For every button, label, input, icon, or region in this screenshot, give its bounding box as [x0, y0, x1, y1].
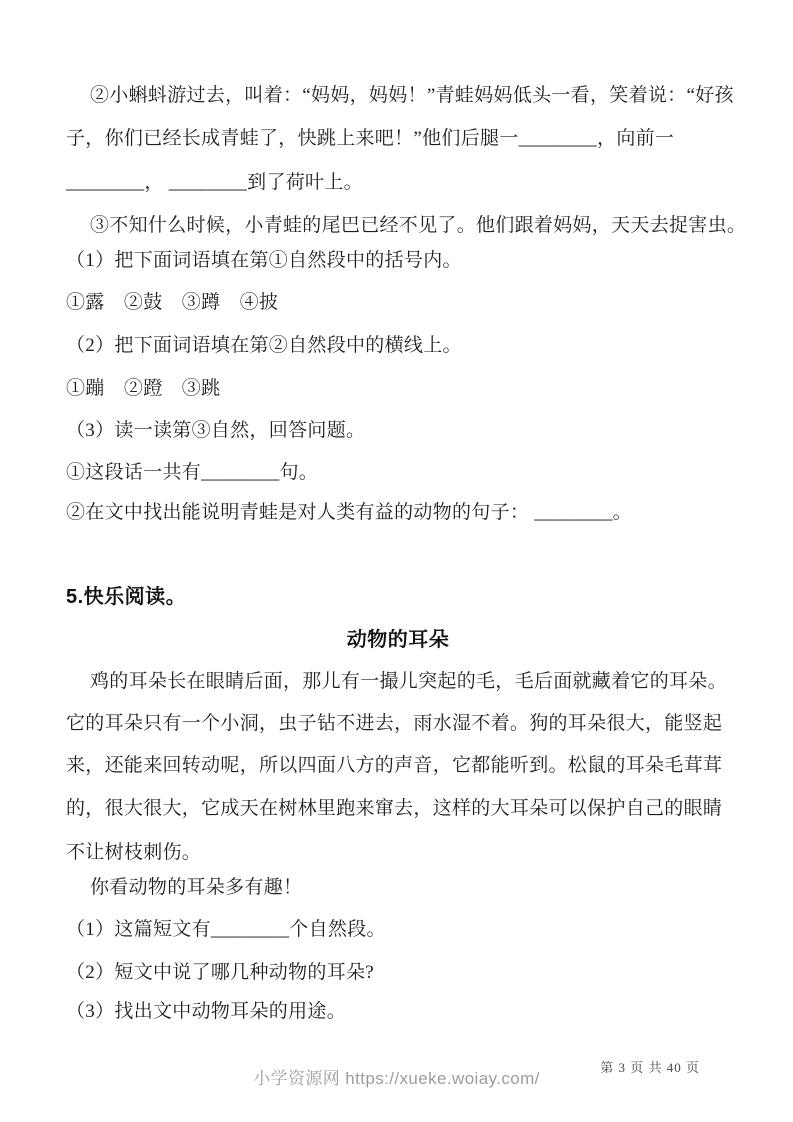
paragraph-2-line-3: ________， ________到了荷叶上。 — [66, 172, 363, 193]
question-5-2: （2）短文中说了哪几种动物的耳朵? — [66, 962, 375, 983]
paragraph-2-line-2: 子，你们已经长成青蛙了，快跳上来吧！”他们后腿一________，向前一 — [66, 128, 675, 149]
passage-title: 动物的耳朵 — [346, 629, 450, 651]
question-4-1: （1）把下面词语填在第①自然段中的括号内。 — [66, 250, 462, 271]
word-options-2: ①蹦 ②蹬 ③跳 — [66, 378, 221, 399]
question-5-3: （3）找出文中动物耳朵的用途。 — [66, 1001, 347, 1022]
passage-line-3: 来，还能来回转动呢，所以四面八方的声音，它都能听到。松鼠的耳朵毛茸茸 — [66, 755, 723, 776]
passage-line-5: 不让树枝刺伤。 — [66, 842, 202, 863]
footer-site-link: 小学资源网 https://xueke.woiay.com/ — [253, 1069, 540, 1088]
passage-line-2: 它的耳朵只有一个小洞，虫子钻不进去，雨水湿不着。狗的耳朵很大，能竖起 — [66, 713, 723, 734]
passage-line-4: 的，很大很大，它成天在树林里跑来窜去，这样的大耳朵可以保护自己的眼睛 — [66, 798, 723, 819]
question-4-2: （2）把下面词语填在第②自然段中的横线上。 — [66, 335, 462, 356]
question-4-3: （3）读一读第③自然，回答问题。 — [66, 420, 366, 441]
section-5-heading: 5.快乐阅读。 — [66, 586, 187, 608]
question-4-3-sub-2: ②在文中找出能说明青蛙是对人类有益的动物的句子： ________。 — [66, 502, 632, 523]
question-5-1: （1）这篇短文有________个自然段。 — [66, 919, 386, 940]
paragraph-3: ③不知什么时候，小青蛙的尾巴已经不见了。他们跟着妈妈，天天去捉害虫。 — [90, 215, 747, 236]
question-4-3-sub-1: ①这段话一共有________句。 — [66, 462, 319, 483]
passage-line-1: 鸡的耳朵长在眼睛后面，那儿有一撮儿突起的毛，毛后面就藏着它的耳朵。 — [90, 671, 727, 692]
paragraph-2-line-1: ②小蝌蚪游过去，叫着：“妈妈，妈妈！”青蛙妈妈低头一看，笑着说：“好孩 — [90, 85, 734, 106]
passage-line-6: 你看动物的耳朵多有趣！ — [90, 877, 303, 898]
word-options-1: ①露 ②鼓 ③蹲 ④披 — [66, 292, 279, 313]
page-indicator: 第 3 页 共 40 页 — [600, 1060, 700, 1075]
